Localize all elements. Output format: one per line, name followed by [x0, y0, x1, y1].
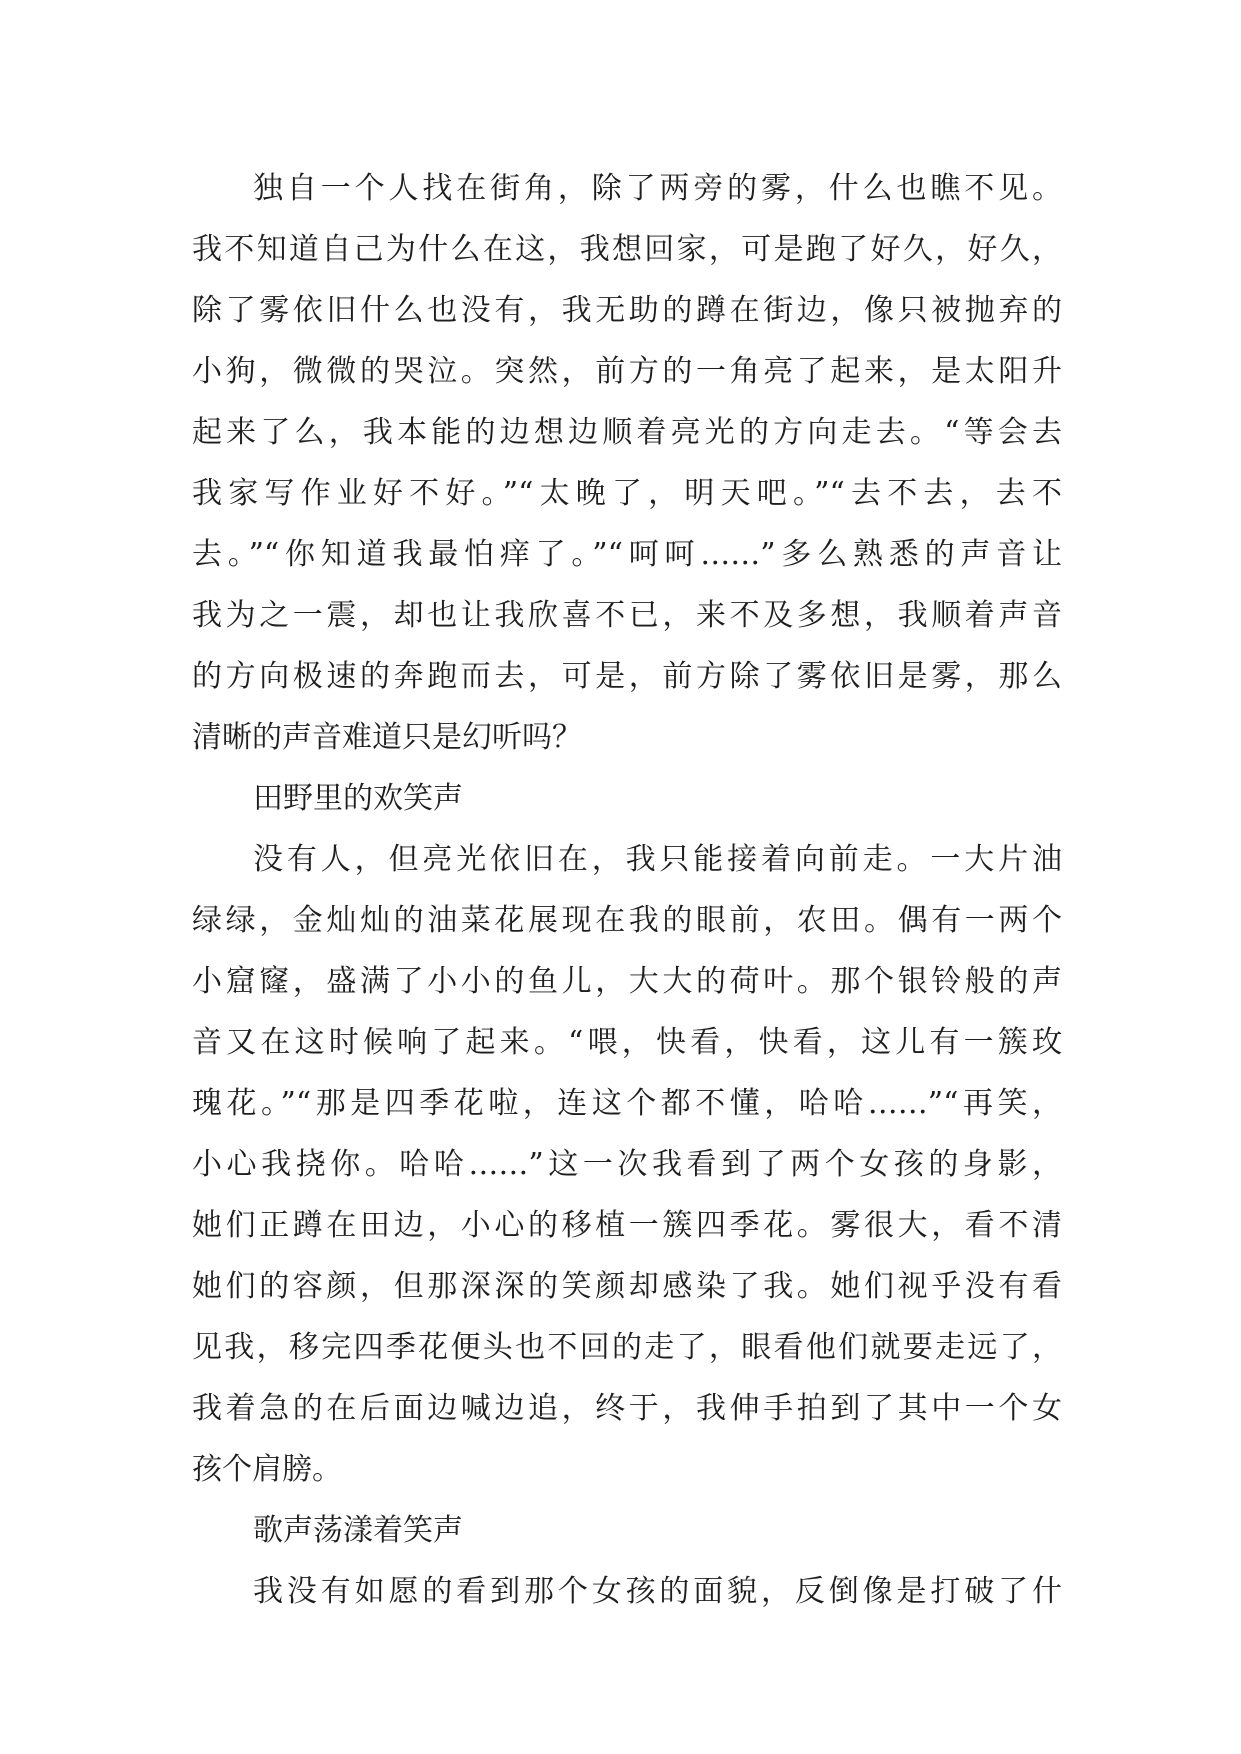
- text-line: 绿绿，金灿灿的油菜花展现在我的眼前，农田。偶有一两个: [192, 903, 1062, 938]
- text-line: 我不知道自己为什么在这，我想回家，可是跑了好久，好久，: [192, 232, 1062, 267]
- text-line: 见我，移完四季花便头也不回的走了，眼看他们就要走远了，: [192, 1330, 1062, 1365]
- text-line: 她们的容颜，但那深深的笑颜却感染了我。她们视乎没有看: [192, 1269, 1062, 1304]
- document-page: [192, 158, 1062, 1658]
- text-line: 独自一个人找在街角，除了两旁的雾，什么也瞧不见。: [253, 171, 1062, 206]
- text-line: 小窟窿，盛满了小小的鱼儿，大大的荷叶。那个银铃般的声: [192, 964, 1062, 999]
- text-line: 我没有如愿的看到那个女孩的面貌，反倒像是打破了什: [253, 1574, 1062, 1609]
- text-line: 瑰花。”“那是四季花啦，连这个都不懂，哈哈……”“再笑，: [192, 1086, 1062, 1121]
- text-line: 小狗，微微的哭泣。突然，前方的一角亮了起来，是太阳升: [192, 354, 1062, 389]
- text-line: 的方向极速的奔跑而去，可是，前方除了雾依旧是雾，那么: [192, 659, 1062, 694]
- text-line: 除了雾依旧什么也没有，我无助的蹲在街边，像只被抛弃的: [192, 293, 1062, 328]
- text-line: 我着急的在后面边喊边追，终于，我伸手拍到了其中一个女: [192, 1391, 1062, 1426]
- text-line: 小心我挠你。哈哈……”这一次我看到了两个女孩的身影，: [192, 1147, 1062, 1182]
- text-line: 没有人，但亮光依旧在，我只能接着向前走。一大片油: [253, 842, 1062, 877]
- text-line: 孩个肩膀。: [192, 1452, 342, 1487]
- text-line: 清晰的声音难道只是幻听吗？: [192, 720, 582, 755]
- text-line: 她们正蹲在田边，小心的移植一簇四季花。雾很大，看不清: [192, 1208, 1062, 1243]
- text-line: 我家写作业好不好。”“太晚了，明天吧。”“去不去，去不: [192, 476, 1062, 511]
- text-line: 去。”“你知道我最怕痒了。”“呵呵……”多么熟悉的声音让: [192, 537, 1062, 572]
- text-line: 我为之一震，却也让我欣喜不已，来不及多想，我顺着声音: [192, 598, 1062, 633]
- text-line: 音又在这时候响了起来。“喂，快看，快看，这儿有一簇玫: [192, 1025, 1062, 1060]
- text-line: 起来了么，我本能的边想边顺着亮光的方向走去。“等会去: [192, 415, 1062, 450]
- section-heading: 歌声荡漾着笑声: [253, 1513, 463, 1548]
- section-heading: 田野里的欢笑声: [253, 781, 463, 816]
